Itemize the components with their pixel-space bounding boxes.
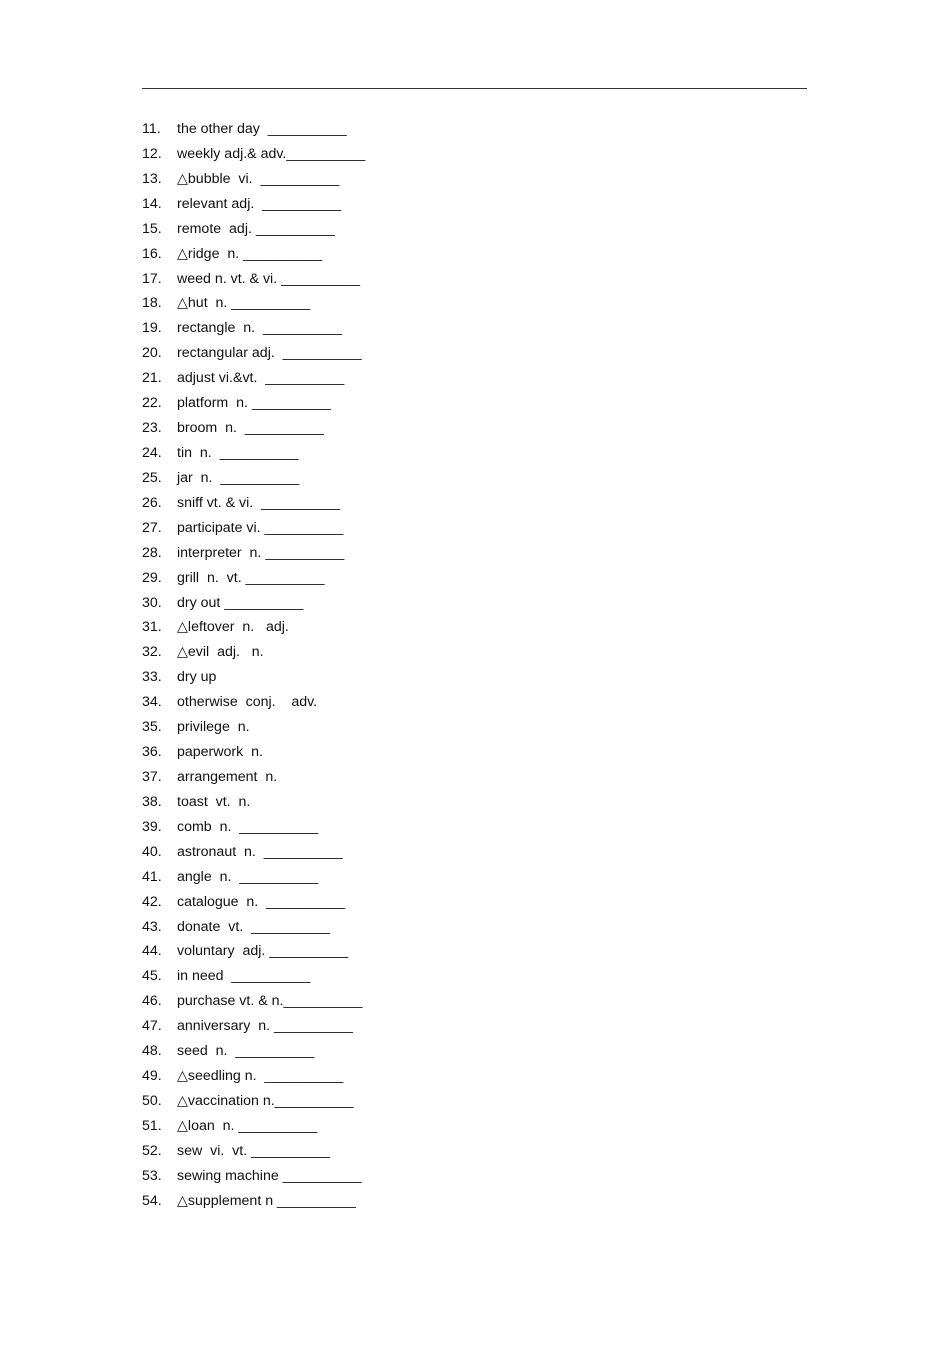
- item-text: weed n. vt. & vi. __________: [177, 270, 360, 287]
- item-text: △evil adj. n.: [177, 644, 264, 661]
- item-number: 13.: [142, 170, 162, 187]
- list-item: [142, 717, 802, 742]
- item-number: 33.: [142, 669, 162, 686]
- item-number: 53.: [142, 1167, 162, 1184]
- list-item: [142, 169, 802, 194]
- item-text: relevant adj. __________: [177, 195, 342, 212]
- item-text: △leftover n. adj.: [177, 619, 289, 636]
- item-text: △bubble vi. __________: [177, 170, 340, 187]
- item-text: dry up: [177, 669, 217, 686]
- item-number: 37.: [142, 768, 162, 785]
- item-text: voluntary adj. __________: [177, 943, 349, 960]
- list-item: [142, 1166, 802, 1191]
- list-item: [142, 219, 802, 244]
- item-number: 51.: [142, 1117, 162, 1134]
- item-number: 35.: [142, 719, 162, 736]
- item-number: 28.: [142, 544, 162, 561]
- header-rule: [142, 88, 807, 89]
- item-text: △loan n. __________: [177, 1117, 318, 1134]
- item-number: 17.: [142, 270, 162, 287]
- list-item: [142, 468, 802, 493]
- item-number: 24.: [142, 444, 162, 461]
- item-number: 39.: [142, 818, 162, 835]
- item-number: 15.: [142, 220, 162, 237]
- list-item: [142, 692, 802, 717]
- item-number: 30.: [142, 594, 162, 611]
- item-text: arrangement n.: [177, 768, 278, 785]
- list-item: [142, 1016, 802, 1041]
- item-text: △ridge n. __________: [177, 245, 323, 262]
- list-item: [142, 393, 802, 418]
- item-text: anniversary n. __________: [177, 1018, 353, 1035]
- item-number: 48.: [142, 1043, 162, 1060]
- item-text: sewing machine __________: [177, 1167, 362, 1184]
- item-text: participate vi. __________: [177, 519, 344, 536]
- item-text: sniff vt. & vi. __________: [177, 494, 341, 511]
- list-item: [142, 617, 802, 642]
- item-text: sew vi. vt. __________: [177, 1142, 331, 1159]
- list-item: [142, 917, 802, 942]
- list-item: [142, 966, 802, 991]
- item-number: 22.: [142, 395, 162, 412]
- list-item: [142, 543, 802, 568]
- list-item: [142, 593, 802, 618]
- item-text: otherwise conj. adv.: [177, 694, 318, 711]
- list-item: [142, 368, 802, 393]
- item-text: △vaccination n.__________: [177, 1092, 354, 1109]
- item-number: 23.: [142, 420, 162, 437]
- list-item: [142, 343, 802, 368]
- list-item: [142, 318, 802, 343]
- item-number: 32.: [142, 644, 162, 661]
- item-number: 29.: [142, 569, 162, 586]
- list-item: [142, 742, 802, 767]
- item-text: jar n. __________: [177, 469, 300, 486]
- list-item: [142, 493, 802, 518]
- list-item: [142, 194, 802, 219]
- item-text: grill n. vt. __________: [177, 569, 325, 586]
- list-item: [142, 817, 802, 842]
- list-item: [142, 144, 802, 169]
- list-item: [142, 518, 802, 543]
- item-text: △hut n. __________: [177, 295, 311, 312]
- list-item: [142, 892, 802, 917]
- list-item: [142, 293, 802, 318]
- list-item: [142, 1191, 802, 1216]
- item-number: 27.: [142, 519, 162, 536]
- item-number: 46.: [142, 993, 162, 1010]
- list-item: [142, 867, 802, 892]
- item-text: comb n. __________: [177, 818, 319, 835]
- item-text: tin n. __________: [177, 444, 299, 461]
- item-text: △seedling n. __________: [177, 1068, 344, 1085]
- item-text: adjust vi.&vt. __________: [177, 370, 345, 387]
- item-number: 45.: [142, 968, 162, 985]
- item-text: rectangular adj. __________: [177, 345, 362, 362]
- item-number: 52.: [142, 1142, 162, 1159]
- item-number: 34.: [142, 694, 162, 711]
- item-text: broom n. __________: [177, 420, 324, 437]
- list-item: [142, 842, 802, 867]
- item-number: 21.: [142, 370, 162, 387]
- list-item: [142, 1091, 802, 1116]
- item-text: dry out __________: [177, 594, 304, 611]
- item-number: 49.: [142, 1068, 162, 1085]
- list-item: [142, 568, 802, 593]
- list-item: [142, 667, 802, 692]
- item-text: astronaut n. __________: [177, 843, 343, 860]
- item-text: remote adj. __________: [177, 220, 335, 237]
- item-text: rectangle n. __________: [177, 320, 342, 337]
- list-item: [142, 1041, 802, 1066]
- item-number: 18.: [142, 295, 162, 312]
- item-text: toast vt. n.: [177, 793, 251, 810]
- item-text: purchase vt. & n.__________: [177, 993, 363, 1010]
- item-text: in need __________: [177, 968, 311, 985]
- list-item: [142, 941, 802, 966]
- item-text: donate vt. __________: [177, 918, 331, 935]
- item-number: 54.: [142, 1192, 162, 1209]
- item-text: △supplement n __________: [177, 1192, 356, 1209]
- item-number: 16.: [142, 245, 162, 262]
- item-number: 12.: [142, 145, 162, 162]
- list-item: [142, 119, 802, 144]
- item-number: 44.: [142, 943, 162, 960]
- list-item: [142, 244, 802, 269]
- item-text: interpreter n. __________: [177, 544, 345, 561]
- list-item: [142, 1141, 802, 1166]
- item-text: the other day __________: [177, 121, 347, 137]
- item-text: platform n. __________: [177, 395, 331, 412]
- item-text: angle n. __________: [177, 868, 319, 885]
- item-text: weekly adj.& adv.__________: [177, 145, 366, 162]
- item-number: 20.: [142, 345, 162, 362]
- list-item: [142, 792, 802, 817]
- list-item: [142, 1116, 802, 1141]
- item-number: 31.: [142, 619, 162, 636]
- item-text: seed n. __________: [177, 1043, 315, 1060]
- list-item: [142, 443, 802, 468]
- item-number: 14.: [142, 195, 162, 212]
- item-text: catalogue n. __________: [177, 893, 346, 910]
- item-number: 26.: [142, 494, 162, 511]
- vocabulary-list: [142, 119, 802, 1216]
- item-number: 42.: [142, 893, 162, 910]
- list-item: [142, 642, 802, 667]
- item-number: 11.: [142, 121, 161, 137]
- item-number: 40.: [142, 843, 162, 860]
- list-item: [142, 418, 802, 443]
- item-number: 19.: [142, 320, 162, 337]
- item-number: 36.: [142, 744, 162, 761]
- list-item: [142, 1066, 802, 1091]
- item-number: 38.: [142, 793, 162, 810]
- list-item: [142, 767, 802, 792]
- list-item: [142, 269, 802, 294]
- item-number: 43.: [142, 918, 162, 935]
- item-number: 47.: [142, 1018, 162, 1035]
- item-text: paperwork n.: [177, 744, 263, 761]
- item-number: 50.: [142, 1092, 162, 1109]
- list-item: [142, 991, 802, 1016]
- item-number: 41.: [142, 868, 162, 885]
- item-number: 25.: [142, 469, 162, 486]
- item-text: privilege n.: [177, 719, 250, 736]
